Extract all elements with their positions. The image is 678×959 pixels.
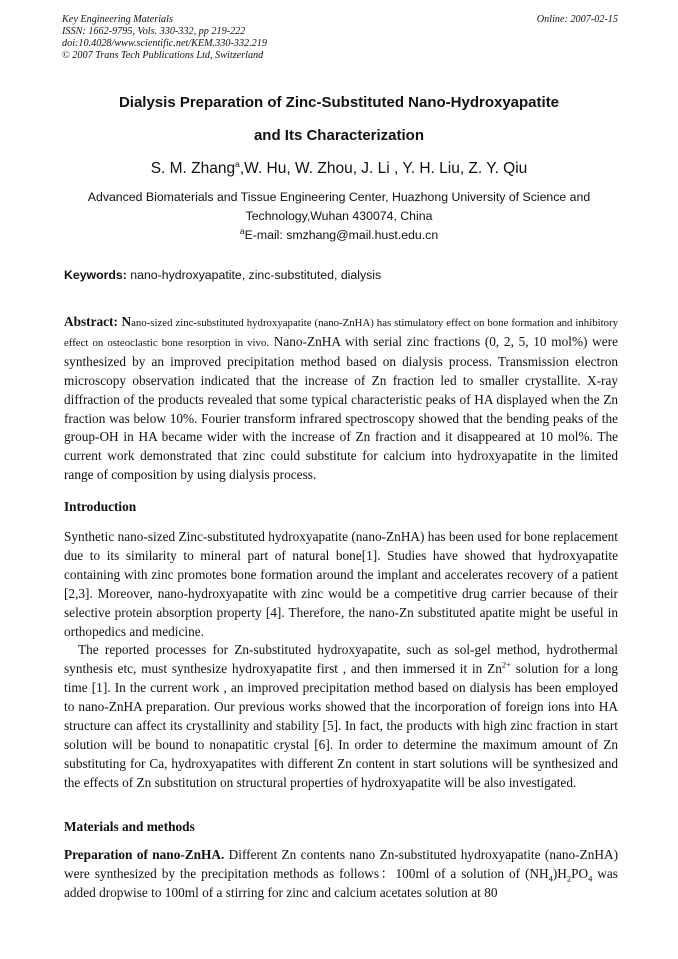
affiliation-line-2: Technology,Wuhan 430074, China: [245, 209, 433, 223]
keywords-text: nano-hydroxyapatite, zinc-substituted, dialysis: [126, 268, 382, 282]
methods-heading: Materials and methods: [64, 819, 195, 834]
author-list: [0, 160, 678, 178]
abstract-small-text: ano-sized zinc-substituted hydroxyapatite (nano-ZnHA) has stimulatory effect on bone formation and inhibitory effect on osteoclastic bone resorption in vivo.: [64, 317, 618, 349]
intro-paragraph-1: Synthetic nano-sized Zinc-substituted hydroxyapatite (nano-ZnHA) has been used for bone replacement due to its similarity to mineral part of natural bone[1]. Studies have showed that hydroxyapatite containing with zinc promotes bone formation around the implant and accelerates recovery of a patient [2,3]. Moreover, nano-hydroxyapatite with zinc would be a competitive drug carrier because of their selective protein absorption property [4]. Therefore, the nano-Zn substituted apatite might be useful in orthopedics and medicine.: [64, 529, 618, 639]
email-superscript: a: [239, 225, 245, 236]
keywords-label: Keywords:: [64, 268, 127, 282]
abstract-text: Nano-ZnHA with serial zinc fractions (0, 2, 5, 10 mol%) were synthesized by an improved precipitation method based on dialysis process. Transmission electron microscopy observation indicated that the increase of Zn fraction led to smaller crystallite. X-ray diffraction of the products revealed that some typical characteristic peaks of HA displayed when the Zn fraction was below 10%. Fourier transform infrared spectroscopy showed that the bending peaks of the group-OH in HA became wider with the increase of Zn fraction and it disappeared at 10 mol%. The current work demonstrated that zinc could substitute for calcium into hydroxyapatite in the limited range of composition by using dialysis process.: [64, 333, 618, 483]
keywords: [64, 268, 381, 282]
abstract-initial: N: [117, 314, 132, 329]
affiliation-line-1: Advanced Biomaterials and Tissue Engineering Center, Huazhong University of Science and: [87, 190, 591, 204]
copyright-line: © 2007 Trans Tech Publications Ltd, Switzerland: [62, 50, 264, 61]
other-authors: ,W. Hu, W. Zhou, J. Li , Y. H. Liu, Z. Y. Qiu: [239, 160, 528, 177]
introduction-heading: Introduction: [64, 499, 137, 514]
doi-line: doi:10.4028/www.scientific.net/KEM.330-332.219: [62, 38, 267, 49]
first-author: S. M. Zhang: [150, 160, 236, 177]
journal-name: Key Engineering Materials: [62, 14, 173, 25]
paper-title-line-1: Dialysis Preparation of Zinc-Substituted Nano-Hydroxyapatite: [118, 94, 560, 111]
issn-line: ISSN: 1662-9795, Vols. 330-332, pp 219-222: [62, 26, 246, 37]
intro-paragraph-2: The reported processes for Zn-substituted hydroxyapatite, such as sol-gel method, hydrothermal synthesis etc, must synthesize hydroxyapatite first , and then immersed it in $Zn^{2+}$ solution for a long time [1]. In the current work , an improved precipitation method based on dialysis has been employed to nano-ZnHA preparation. Our previous works showed that the incorporation of foreign ions into HA structure can affect its crystallinity and stability [5]. In fact, the products with high zinc fraction in start solution will be bound to nonapatitic crystal [6]. In order to determine the maximum amount of Zn substituting for Ca, hydroxyapatites with different Zn content in start solutions will be synthesized and the effects of Zn substitution on structural properties of hydroxyapatite will be also investigated.: [64, 642, 618, 790]
abstract-label: Abstract:: [64, 314, 118, 329]
journal-header: [62, 14, 618, 62]
affiliation: [80, 188, 598, 245]
online-date: Online: 2007-02-15: [536, 14, 618, 25]
author-superscript: a: [235, 158, 240, 169]
introduction-body: [64, 528, 618, 793]
preparation-label: Preparation of nano-ZnHA.: [64, 847, 225, 862]
abstract: [64, 313, 618, 485]
paper-title-line-2: and Its Characterization: [253, 127, 425, 144]
methods-body: Preparation of nano-ZnHA. Different Zn contents nano Zn-substituted hydroxyapatite (nano-ZnHA) were synthesized by the precipitation methods as follows：100ml of a solution of $(NH_4)H_2PO_4$ was added dropwise to 100ml of a stirring for zinc and calcium acetates solution at 80: [64, 847, 618, 900]
email-line: [80, 226, 598, 245]
email-text: E-mail: smzhang@mail.hust.edu.cn: [244, 228, 439, 242]
